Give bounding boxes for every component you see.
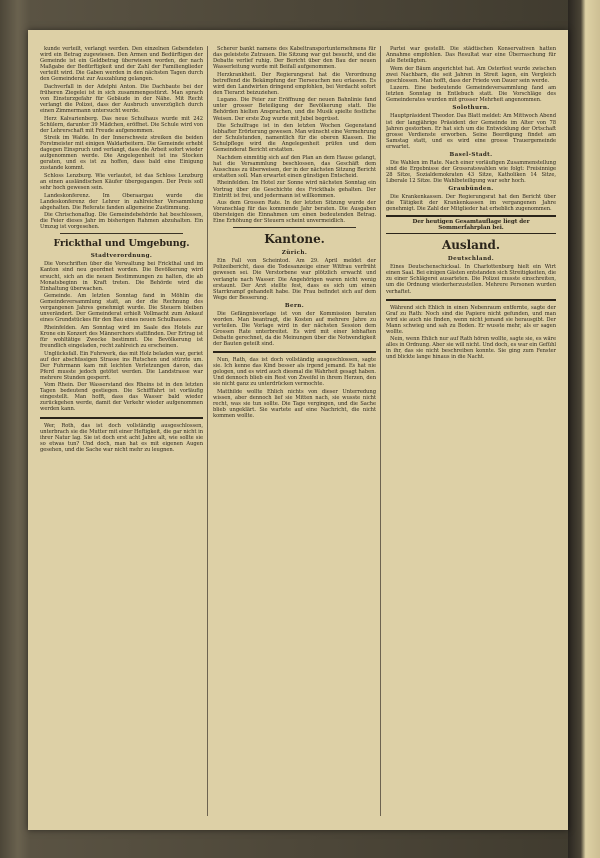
article-paragraph: Unglücksfall. Ein Fuhrwerk, das mit Holz beladen war, geriet auf der abschüssigen Strasse ins Rutschen und stürzte um. Der Fuhrmann kam mit leichten Verletzungen davon, das Pferd musste jedoch getötet werden. Die Landstrasse war mehrere Stunden gesperrt. bbox=[40, 350, 203, 381]
article-paragraph: Luzern. Eine bedeutende Gemeindeversammlung fand am letzten Sonntag in Entlebuch statt. Die Vorschläge des Gemeinderates wurden mit grosser Mehrheit angenommen. bbox=[386, 85, 556, 104]
article-paragraph: Aus dem Grossen Rate. In der letzten Sitzung wurde der Voranschlag für das kommende Jahr beraten. Die Ausgaben übersteigen die Einnahmen um einen bedeutenden Betrag. Eine Erhöhung der Steuern scheint unvermeidlich. bbox=[213, 200, 376, 225]
article-paragraph: Gemeinde. Am letzten Sonntag fand in Möhlin die Gemeindeversammlung statt, an der die Rechnung des vergangenen Jahres genehmigt wurde. Die Steuern bleiben unverändert. Der Gemeinderat erhielt Vollmacht zum Ankauf eines Grundstückes für den Bau eines neuen Schulhauses. bbox=[40, 293, 203, 324]
article-paragraph: Rheinfelden. Im Hotel zur Sonne wird nächsten Sonntag ein Vortrag über die Geschichte des Frickthals gehalten. Der Eintritt ist frei, und jedermann ist willkommen. bbox=[213, 180, 376, 199]
article-paragraph: Die Wahlen im Rate. Nach einer vorläufigen Zusammenstellung sind die Ergebnisse der Grossratswahlen wie folgt: Freisinnige 28 Sitze, Sozialdemokraten 43 Sitze, Katholiken 14 Sitze, Liberale 12 Sitze. Die Wahlbeteiligung war sehr hoch. bbox=[386, 159, 556, 184]
section-heading: Ausland. bbox=[441, 238, 501, 253]
section-subheading: Zürich. bbox=[281, 250, 308, 257]
divider bbox=[233, 227, 356, 228]
article-paragraph: Hauptpräsident Theodor. Das Blatt meldet: Am Mittwoch Abend ist der langjährige Präsident der Gemeinde im Alter von 78 Jahren gestorben. Er hat sich um die Entwicklung der Ortschaft grosse Verdienste erworben. Seine Beerdigung findet am Samstag statt, und es wird eine grosse Trauergemeinde erwartet. bbox=[386, 113, 556, 150]
article-paragraph: Wem der Bäum angerichtet hat. Am Osterfest wurde zwischen zwei Nachbarn, die seit Jahren in Streit lagen, ein Vergleich geschlossen. Man hofft, dass der Friede von Dauer sein werde. bbox=[386, 65, 556, 84]
divider bbox=[213, 351, 376, 353]
article-paragraph: Ein Fall von Scheintod. Am 29. April meldet der Polizeibericht, dass die Todesanzeige einer Witfrau verfrüht gewesen sei. Die Verstorbene war plötzlich erwacht und verlangte nach Wasser. Die Angehörigen waren nicht wenig erstaunt. Der Arzt stellte fest, dass es sich um einen Starrkrampf gehandelt habe. Die Frau befindet sich auf dem Wege der Besserung. bbox=[213, 258, 376, 301]
column-middle bbox=[213, 46, 376, 816]
divider bbox=[40, 417, 203, 419]
column-divider bbox=[380, 46, 381, 816]
article-paragraph: Herz Kalvarienberg. Das neue Schulhaus wurde mit 242 Schülern, darunter 39 Mädchen, eröffnet. Die Schule wird von der Lehrerschaft mit Freude aufgenommen. bbox=[40, 115, 203, 134]
article-paragraph: kunde verteilt, verlangt werden. Den einzelnen Gebendeten wird ein Betrag zugewiesen. Den Armen und Bedürftigen der Gemeinde ist ein Geldbetrag überwiesen worden, der nach Maßgabe der Bedürftigkeit und der Zahl der Familienglieder verteilt wird. Die Gaben werden in den nächsten Tagen durch den Gemeinderat zur Auszahlung gelangen. bbox=[40, 46, 203, 83]
section-subheading: Graubünden. bbox=[448, 185, 494, 192]
article-paragraph: Partei war gestellt. Die städtischen Konservativen hatten Annahme empfohlen. Das Resultat war eine Überraschung für alle Beteiligten. bbox=[386, 46, 556, 65]
article-paragraph: Nachdem einmütig sich auf den Plan an dem Hause gelangt, hat die Versammlung beschlossen, das Geschäft dem Ausschuss zu überweisen, der in der nächsten Sitzung Bericht erstatten soll. Man erwartet einen günstigen Entscheid. bbox=[213, 154, 376, 179]
article-paragraph: Schloss Lenzburg. Wie verlautet, ist das Schloss Lenzburg an einen ausländischen Käufer übergegangen. Der Preis soll sehr hoch gewesen sein. bbox=[40, 172, 203, 192]
column-left bbox=[40, 46, 203, 816]
section-subheading: Solothurn. bbox=[452, 105, 490, 112]
section-subheading: Deutschland. bbox=[447, 256, 495, 263]
article-paragraph: Eines Deutschenschicksal. In Charlottenburg hielt ein Wirt einen Saal. Bei einigen Gästen entstanden sich Streitigkeiten, die zu einer Schlägerei ausarteten. Die Polizei musste einschreiten, um die Ordnung wiederherzustellen. Mehrere Personen wurden verhaftet. bbox=[386, 264, 556, 295]
article-paragraph: Die Krankenkassen. Der Regierungsrat hat den Bericht über die Tätigkeit der Krankenkassen im vergangenen Jahre genehmigt. Die Zahl der Mitglieder hat erheblich zugenommen. bbox=[386, 194, 556, 213]
article-paragraph: Herzkrankheit. Der Regierungsrat hat die Verordnung betreffend die Bekämpfung der Tierseuchen neu erlassen. Es wird den Landwirten dringend empfohlen, bei Verdacht sofort den Tierarzt beizuziehen. bbox=[213, 71, 376, 96]
section-heading: Frickthal und Umgebung. bbox=[53, 238, 190, 250]
divider bbox=[386, 299, 556, 301]
article-paragraph: Die Chrischonaflug. Die Gemeindebehörde hat beschlossen, die Feier dieses Jahr im bisherigen Rahmen abzuhalten. Ein Umzug ist vorgesehen. bbox=[40, 212, 203, 231]
column-divider bbox=[207, 46, 208, 816]
story-paragraph: Wer, Roth, das ist doch vollständig ausgeschlossen, unterbrach sie die Mutter mit einer Heftigkeit, die gar nicht in ihrer Natur lag. Sie ist doch erst acht Jahre alt, wie sollte sie so etwas tun? Und doch, man hat es mit eigenen Augen gesehen, und die Sache war nicht mehr zu leugnen. bbox=[40, 422, 203, 453]
section-subheading: Basel-Stadt. bbox=[449, 151, 493, 158]
article-paragraph: Die Gefängnisvorlage ist von der Kommission beraten worden. Man beantragt, die Kosten auf mehrere Jahre zu verteilen. Die Vorlage wird in der nächsten Session dem Grossen Rate unterbreitet. Es wird mit einer lebhaften Debatte gerechnet, da die Meinungen über die Notwendigkeit der Bauten geteilt sind. bbox=[213, 310, 376, 347]
book-spine bbox=[568, 0, 600, 858]
story-paragraph: Während sich Ehlich in einen Nebenraum entfernte, sagte der Graf zu Rath: Noch sind die Papiere nicht gefunden, und man wird sie auch nie finden, wenn nicht jemand sie herausgibt. Der Mann schwieg und sah zu Boden. Er wusste mehr, als er sagen wollte. bbox=[386, 304, 556, 335]
story-paragraph: Nun, Rath, das ist doch vollständig ausgeschlossen, sagte sie. Ich kenne das Kind besser als irgend jemand. Es hat nie gelogen, und es wird auch diesmal die Wahrheit gesagt haben. Und dennoch blieb ein Rest von Zweifel in ihrem Herzen, den sie nicht ganz zu unterdrücken vermochte. bbox=[213, 357, 376, 388]
section-heading: Kantone. bbox=[264, 232, 325, 247]
article-paragraph: Dachverfall in der Adelphi Anton. Die Dachbaute bei der früheren Ziegelei ist in sich zusammengestürzt. Man sprach von Einsturzgefahr für Gebäude in der Nähe. Mit Recht verlangt die Polizei, dass der Ausbruch unverzüglich durch einen Zimmermann untersucht werde. bbox=[40, 83, 203, 114]
article-paragraph: Die Schulfrage ist in den letzten Wochen Gegenstand lebhafter Erörterung gewesen. Man wünscht eine Vermehrung der Schulstunden, namentlich für die oberen Klassen. Die Schulpflege wird die Angelegenheit prüfen und dem Gemeinderat Bericht erstatten. bbox=[213, 123, 376, 154]
article-paragraph: Vom Rhein. Der Wasserstand des Rheins ist in den letzten Tagen bedeutend gestiegen. Die Schifffahrt ist vorläufig eingestellt. Man hofft, dass das Wasser bald wieder zurückgehen werde, damit der Verkehr wieder aufgenommen werden kann. bbox=[40, 382, 203, 413]
article-paragraph: Landeskonferenz. Im Oberaargau wurde die Landeskonferenz der Lehrer in zahlreicher Versammlung abgehalten. Die Referate fanden allgemeine Zustimmung. bbox=[40, 192, 203, 211]
divider bbox=[60, 233, 183, 234]
story-paragraph: Nein, wenn Ehlich nur auf Rath hören wollte, sagte sie, es wäre alles in Ordnung. Aber sie will nicht. Und doch, es war ein Gefühl in ihr, das sie nicht beschreiben konnte. Sie ging zum Fenster und blickte lange hinaus in die Nacht. bbox=[386, 336, 556, 361]
column-right bbox=[386, 46, 556, 816]
section-subheading: Stadtverordnung. bbox=[90, 253, 153, 260]
article-paragraph: Die Vorschriften über die Verwaltung bei Frickthal und im Kanton sind neu geordnet worden. Die Bevölkerung wird ersucht, sich an die neuen Bestimmungen zu halten, die ab Monatsbeginn in Kraft treten. Die Behörde wird die Einhaltung überwachen. bbox=[40, 261, 203, 292]
article-paragraph: Scherer bankt namens des Kabeltransportunternehmens für das geleistete Zutrauen. Die Sitzung war gut besucht, und die Debatte verlief ruhig. Der Bericht über den Bau der neuen Wasserleitung wurde mit Beifall aufgenommen. bbox=[213, 46, 376, 71]
article-paragraph: Lugano. Die Feier zur Eröffnung der neuen Bahnlinie fand unter grosser Beteiligung der Bevölkerung statt. Die Behörden hielten Ansprachen, und die Musik spielte festliche Weisen. Der erste Zug wurde mit Jubel begrüsst. bbox=[213, 97, 376, 122]
newspaper-page bbox=[28, 30, 568, 830]
article-paragraph: Rheinfelden. Am Sonntag wird im Saale des Hotels zur Krone ein Konzert des Männerchors stattfinden. Der Ertrag ist für wohltätige Zwecke bestimmt. Die Bevölkerung ist freundlich eingeladen, recht zahlreich zu erscheinen. bbox=[40, 324, 203, 350]
section-subheading: Bern. bbox=[284, 302, 305, 309]
story-paragraph: Matthilde wollte Ehlich nichts von dieser Unterredung wissen, aber dennoch lief sie Mitten nach, sie wusste nicht recht, was sie tun sollte. Die Tage vergingen, und die Sache blieb ungeklärt. Sie wartete auf eine Nachricht, die nicht kommen wollte. bbox=[213, 388, 376, 419]
supplement-notice: Der heutigen Gesamtauflage liegt der Sommerfahrplan bei. bbox=[386, 215, 556, 234]
article-paragraph: Streik im Walde. In der Innerschweiz streiken die beiden Forstmeister mit einigen Waldarbeitern. Die Gemeinde erhebt dagegen Einspruch und verlangt, dass die Arbeit sofort wieder aufgenommen werde. Die Angelegenheit ist ins Stocken geraten, und es ist zu hoffen, dass bald eine Einigung zustande kommt. bbox=[40, 135, 203, 172]
